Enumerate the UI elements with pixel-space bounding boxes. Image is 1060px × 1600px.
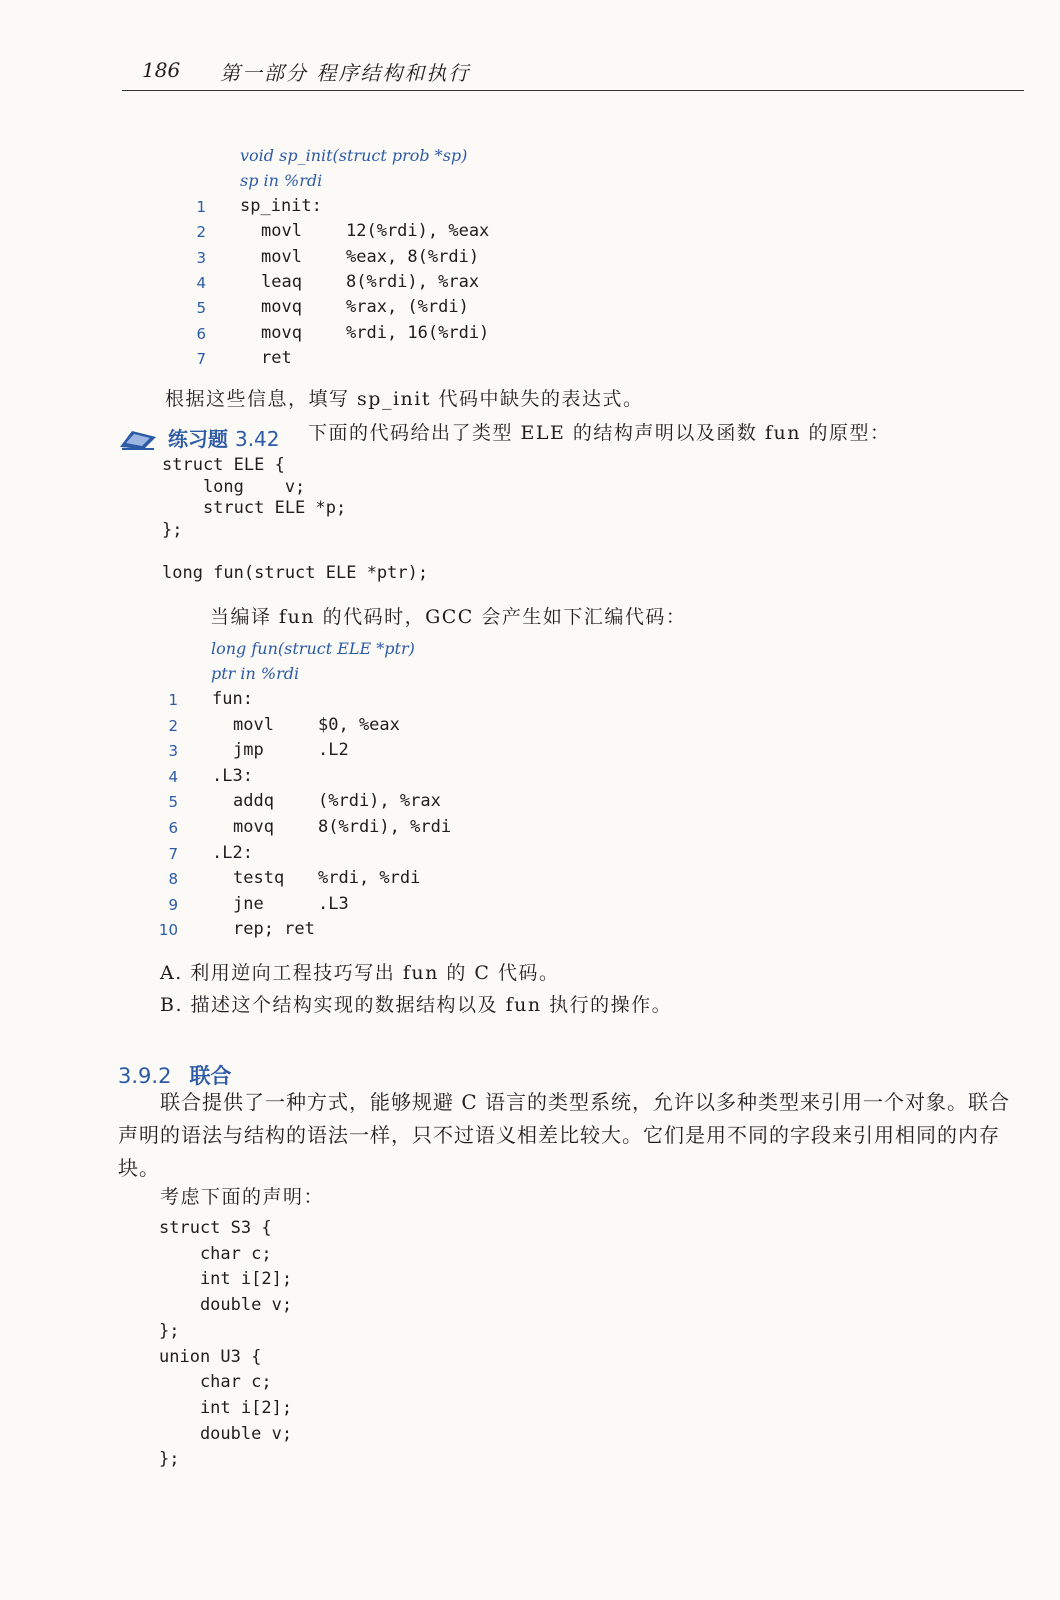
code-line: struct S3 { <box>159 1218 272 1238</box>
line-number: 6 <box>168 819 178 837</box>
line-number: 10 <box>158 921 178 940</box>
asm2-prototype: long fun(struct ELE *ptr) <box>211 639 415 658</box>
code-line: long v; <box>162 476 306 497</box>
asm-operands: %rdi, %rdi <box>318 868 421 889</box>
asm-operands: .L3 <box>318 893 349 914</box>
section-title: 联合 <box>189 1064 232 1088</box>
line-number: 9 <box>168 895 178 914</box>
asm1-register-note: sp in %rdi <box>240 171 323 190</box>
line-number: 5 <box>168 793 178 812</box>
line-number: 4 <box>196 273 206 292</box>
code-line: }; <box>159 1320 180 1341</box>
asm-opcode: leaq <box>261 271 302 292</box>
page-header <box>122 54 1024 91</box>
code-line: struct ELE *p; <box>162 498 347 518</box>
asm-operands: .L2 <box>318 740 349 761</box>
asm-operands: %eax, 8(%rdi) <box>346 246 480 267</box>
section-paragraph: 联合提供了一种方式，能够规避 C 语言的类型系统，允许以多种类型来引用一个对象。联合声明的语法与结构的语法一样，只不过语义相差比较大。它们是用不同的字段来引用相同的内存块。 <box>118 1090 1011 1180</box>
line-number: 6 <box>196 324 206 343</box>
exercise-pencil-icon <box>118 425 158 451</box>
consider-text: 考虑下面的声明： <box>160 1186 325 1208</box>
line-number: 2 <box>196 223 206 242</box>
exercise-intro: 下面的代码给出了类型 ELE 的结构声明以及函数 fun 的原型： <box>308 422 891 444</box>
code-line: char c; <box>159 1243 272 1264</box>
asm-opcode: jne <box>233 893 264 914</box>
asm-label: sp_init: <box>240 196 322 216</box>
asm-operands: %rdi, 16(%rdi) <box>346 322 490 343</box>
exercise-label <box>168 423 280 452</box>
compile-text: 当编译 fun 的代码时，GCC 会产生如下汇编代码： <box>210 606 687 628</box>
fun-prototype-code: long fun(struct ELE *ptr); <box>162 563 429 583</box>
asm-label: .L2: <box>212 842 253 863</box>
exercise-number: 3.42 <box>234 427 280 451</box>
asm-operands: 8(%rdi), %rax <box>346 271 480 292</box>
code-line: union U3 { <box>159 1346 262 1367</box>
asm-operands: %rax, (%rdi) <box>346 297 469 318</box>
asm-opcode: jmp <box>233 740 264 761</box>
asm-opcode: testq <box>233 868 285 889</box>
line-number: 5 <box>196 299 206 318</box>
running-title: 第一部分 程序结构和执行 <box>220 61 471 85</box>
code-line: }; <box>162 519 183 540</box>
asm-opcode: movl <box>261 221 302 242</box>
code-line: int i[2]; <box>159 1269 293 1290</box>
line-number: 7 <box>196 349 206 368</box>
line-number: 3 <box>196 248 206 267</box>
line-number: 7 <box>168 844 178 863</box>
asm-label: .L3: <box>212 765 253 786</box>
asm-opcode: movl <box>233 714 274 735</box>
code-line: double v; <box>159 1423 293 1444</box>
line-number: 2 <box>168 716 178 735</box>
asm1-prototype: void sp_init(struct prob *sp) <box>240 146 468 165</box>
asm-opcode: movq <box>261 322 302 343</box>
question-a: A. 利用逆向工程技巧写出 fun 的 C 代码。 <box>160 962 560 984</box>
exercise-label-text: 练习题 <box>168 427 228 451</box>
line-number: 1 <box>196 198 206 216</box>
page-number: 186 <box>142 58 181 82</box>
line-number: 1 <box>168 691 178 709</box>
line-number: 3 <box>168 742 178 761</box>
line-number: 4 <box>168 767 178 786</box>
question-b: B. 描述这个结构实现的数据结构以及 fun 执行的操作。 <box>160 994 673 1016</box>
asm-opcode: addq <box>233 791 274 812</box>
asm-operands: 8(%rdi), %rdi <box>318 817 452 837</box>
asm2-register-note: ptr in %rdi <box>211 664 300 683</box>
asm-label: fun: <box>212 689 253 709</box>
line-number: 8 <box>168 870 178 889</box>
asm-opcode: ret <box>261 347 292 368</box>
asm-opcode: movq <box>261 297 302 318</box>
asm-operands: (%rdi), %rax <box>318 791 441 812</box>
asm-operands: 12(%rdi), %eax <box>346 221 490 242</box>
asm-opcode: movl <box>261 246 302 267</box>
fill-in-instruction: 根据这些信息，填写 sp_init 代码中缺失的表达式。 <box>165 388 644 410</box>
code-line: }; <box>159 1449 180 1470</box>
asm-operands: $0, %eax <box>318 714 400 735</box>
section-number: 3.9.2 <box>118 1064 172 1088</box>
code-line: char c; <box>159 1372 272 1393</box>
code-line: struct ELE { <box>162 455 285 475</box>
asm-opcode: rep; ret <box>233 919 315 940</box>
code-line: double v; <box>159 1295 293 1316</box>
code-line: int i[2]; <box>159 1397 293 1418</box>
asm-opcode: movq <box>233 817 274 837</box>
